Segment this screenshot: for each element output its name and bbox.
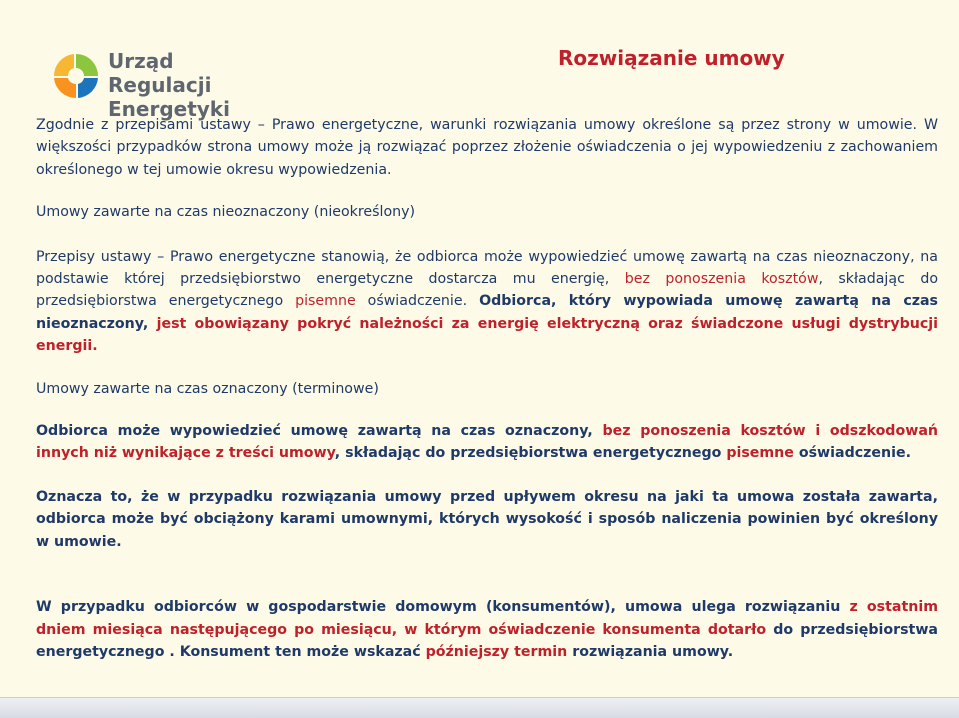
household-paragraph — [36, 596, 938, 663]
def-text-1: Odbiorca może wypowiedzieć umowę zawartą na czas oznaczony, — [36, 423, 603, 440]
house-text-3: rozwiązania umowy. — [567, 643, 734, 660]
definite-heading: Umowy zawarte na czas oznaczony (terminowe) — [36, 380, 379, 397]
intro-paragraph — [36, 114, 938, 181]
indefinite-paragraph — [36, 246, 938, 358]
penalty-paragraph: Oznacza to, że w przypadku rozwiązania umowy przed upływem okresu na jaki ta umowa została zawarta, odbiorca może być obciążony karami umownymi, których wysokość i sposób naliczenia powinien być określony w umowie. — [36, 488, 938, 550]
indefinite-heading: Umowy zawarte na czas nieoznaczony (nieokreślony) — [36, 204, 416, 221]
house-text-2: do przedsiębiorstwa energetycznego . Konsument ten może wskazać — [36, 621, 938, 660]
indef-text-1: Przepisy ustawy – Prawo energetyczne stanowią, że odbiorca może wypowiedzieć umowę zawartą na czas nieoznaczony, na podstawie której przedsiębiorstwo energetyczne dostarcza mu energię, — [36, 248, 938, 288]
indef-red-2: pisemne — [295, 293, 356, 310]
house-red-1: z ostatnim dniem miesiąca następującego po miesiącu, w którym oświadczenie konsumenta dotarło — [36, 599, 938, 638]
indef-text-4: Odbiorca, który wypowiada umowę zawartą na czas nieoznaczony, — [36, 293, 938, 332]
indef-text-3: oświadczenie. — [355, 293, 480, 310]
def-red-2: pisemne — [726, 445, 794, 462]
logo-line-2: Energetyki — [108, 97, 230, 121]
document-body — [36, 114, 938, 663]
intro-sentence-1: Zgodnie z przepisami ustawy – Prawo energetyczne, warunki rozwiązania umowy określone są przez strony w umowie. — [36, 117, 917, 133]
house-red-2: późniejszy termin — [425, 643, 568, 660]
def-text-3: oświadczenie. — [793, 445, 912, 462]
def-red-1: bez ponoszenia kosztów i odszkodowań innych niż wynikające z treści umowy — [36, 423, 938, 462]
ure-logo-text — [108, 49, 280, 121]
definite-paragraph — [36, 420, 938, 465]
ure-logo — [50, 48, 280, 121]
house-text-1: W przypadku odbiorców w gospodarstwie domowym (konsumentów), umowa ulega rozwiązaniu — [36, 599, 850, 616]
intro-sentence-2: W większości przypadków strona umowy może ją rozwiązać poprzez złożenie oświadczenia o jej wypowiedzeniu z zachowaniem określonego w tej umowie okresu wypowiedzenia. — [36, 117, 938, 178]
ure-logo-mark-icon — [50, 50, 102, 102]
footer-bar — [0, 697, 959, 718]
def-text-2: , składając do przedsiębiorstwa energetycznego — [334, 445, 727, 462]
logo-line-1: Urząd Regulacji — [108, 49, 212, 97]
indef-red-3: jest obowiązany pokryć należności za energię elektryczną oraz świadczone usługi dystrybucji energii. — [36, 315, 938, 355]
indef-text-2: , składając do przedsiębiorstwa energetycznego — [36, 271, 938, 310]
indef-red-1: bez ponoszenia kosztów — [624, 271, 819, 288]
page-title: Rozwiązanie umowy — [558, 46, 785, 70]
